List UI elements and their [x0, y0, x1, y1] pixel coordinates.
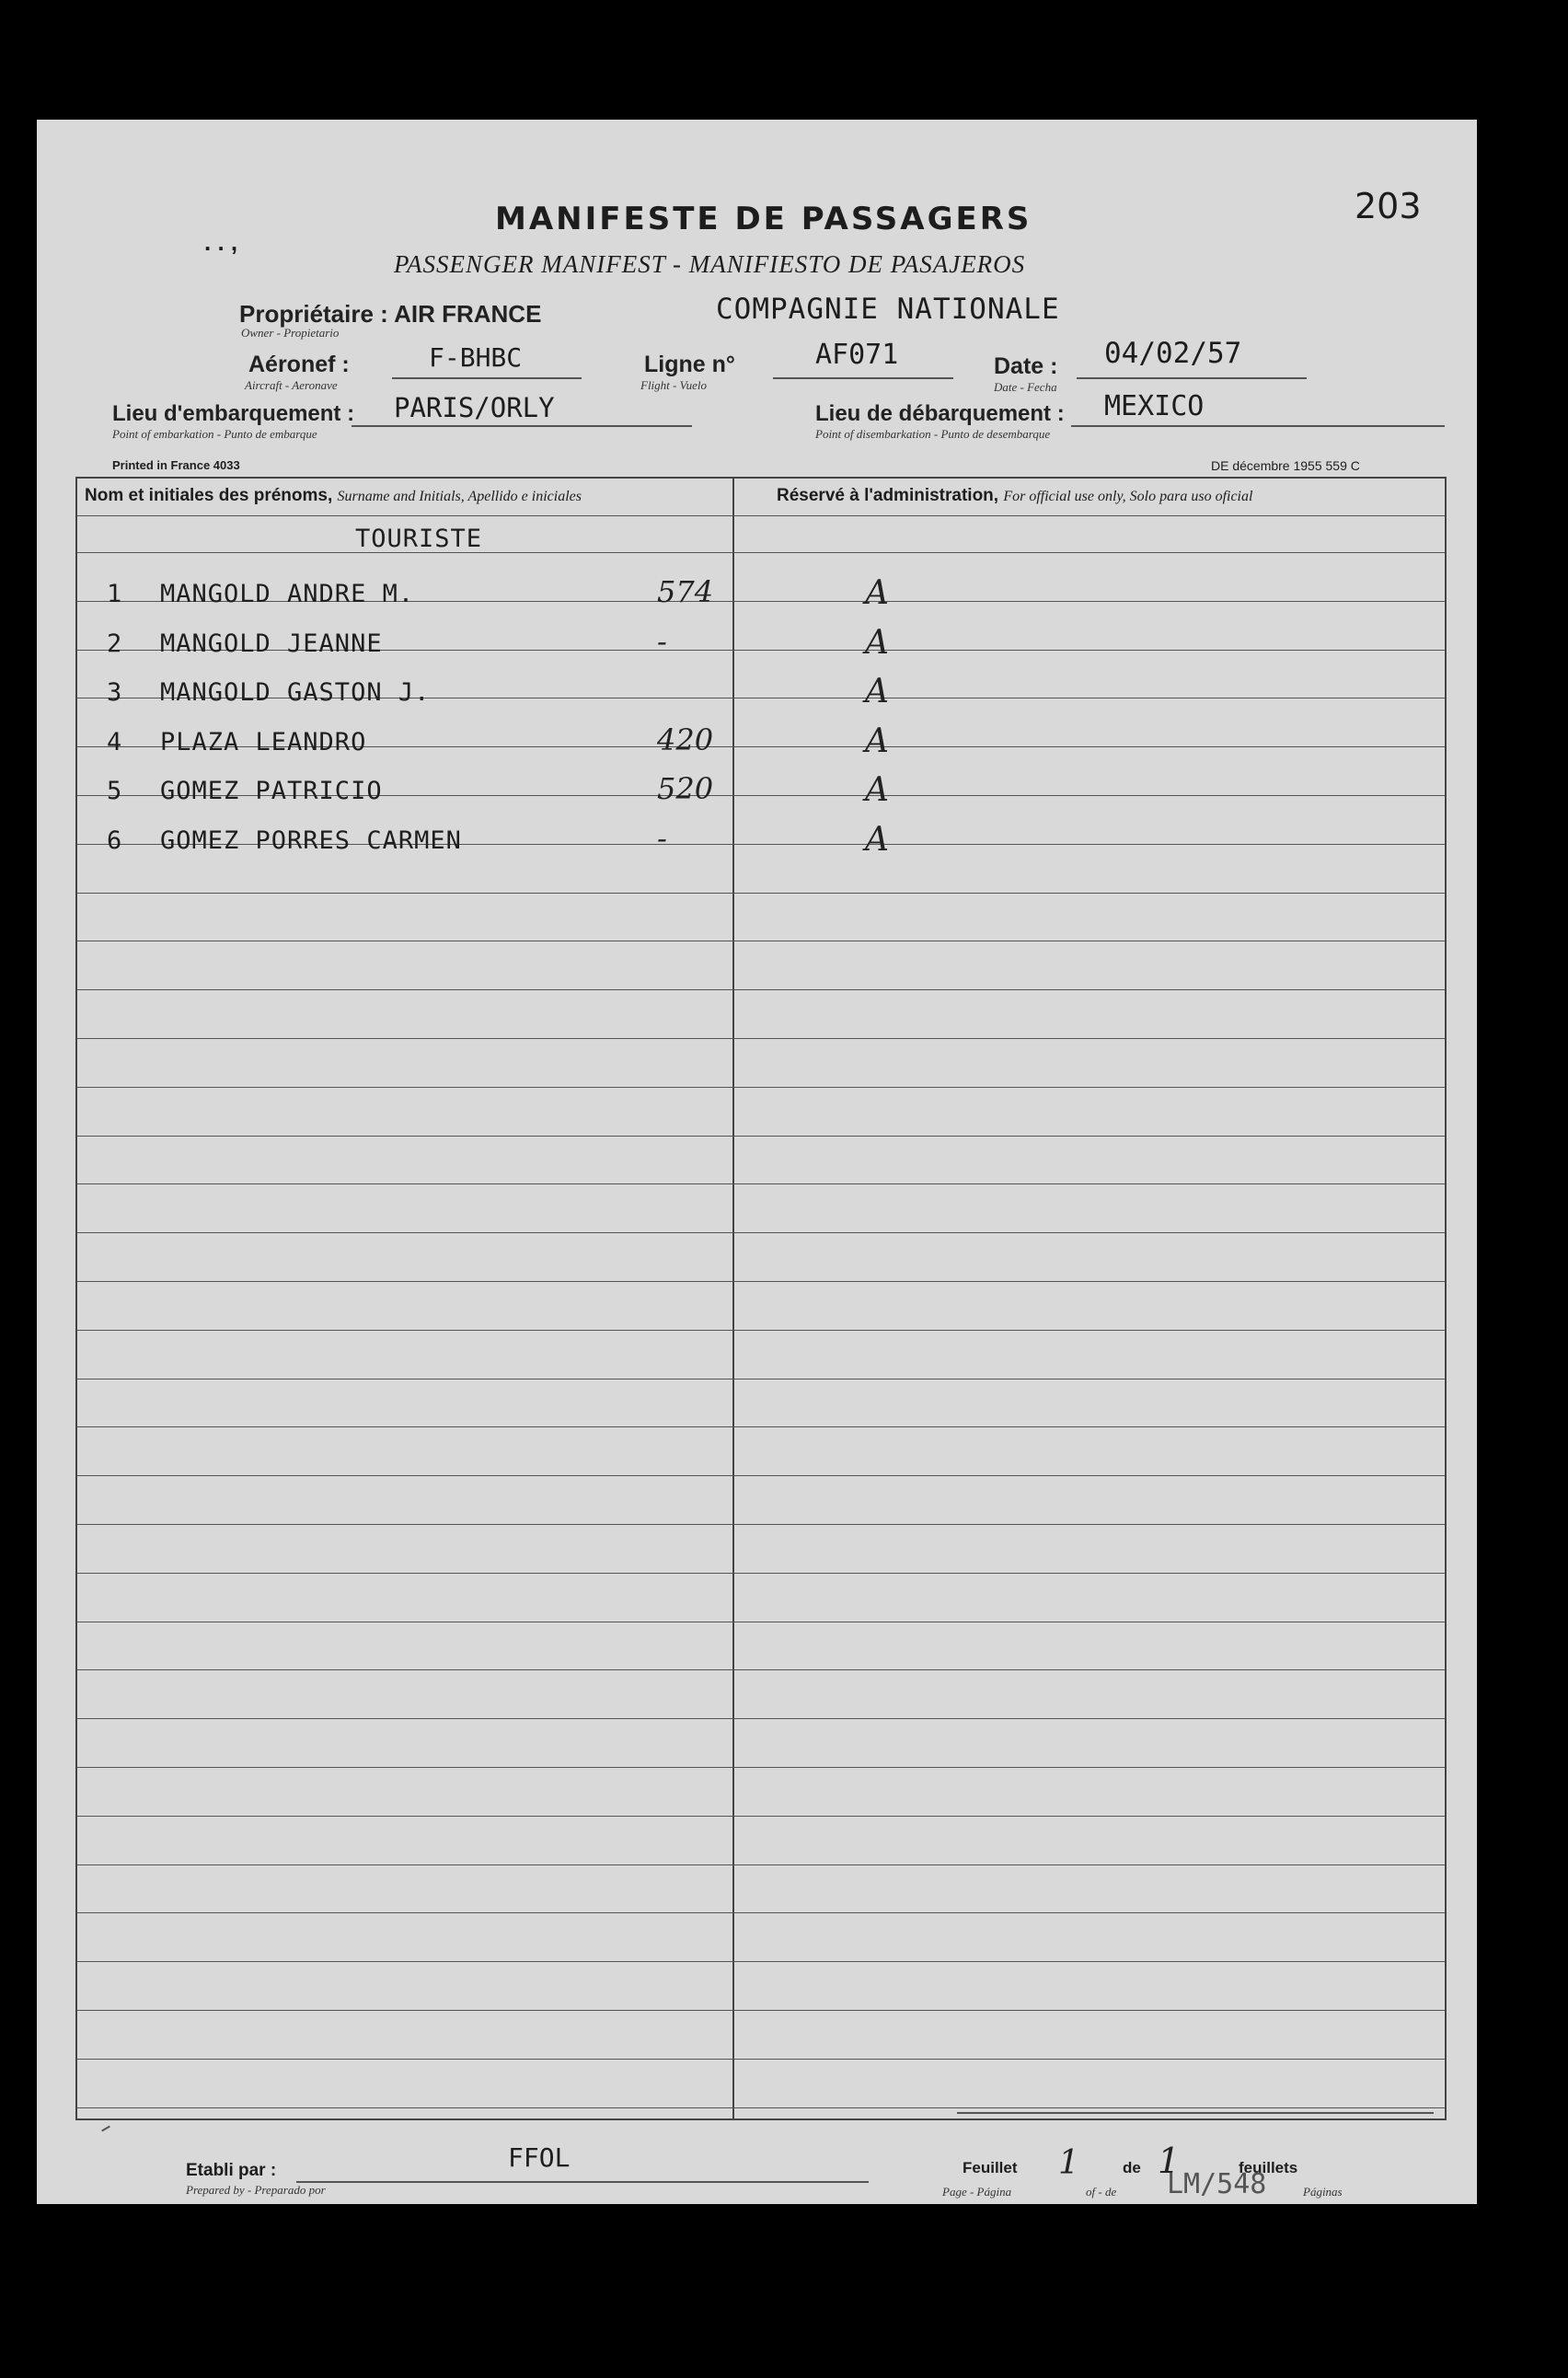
owner-value: COMPAGNIE NATIONALE [716, 293, 1060, 326]
prepared-label: Etabli par : [186, 2161, 277, 2180]
ruled-line [77, 2010, 1445, 2011]
handwritten-note: 420 [657, 721, 714, 757]
disembarkation-value: MEXICO [1104, 390, 1205, 422]
ruled-line [77, 1038, 1445, 1039]
sheet-label: Feuillet [963, 2159, 1018, 2176]
embarkation-label: Lieu d'embarquement : [112, 401, 355, 426]
passenger-name: MANGOLD JEANNE [160, 629, 383, 658]
sheet-value: 1 [1058, 2144, 1079, 2182]
ruled-line [77, 1912, 1445, 1913]
ruled-line [77, 1864, 1445, 1865]
ruled-line [77, 1330, 1445, 1331]
ruled-line [77, 1087, 1445, 1088]
passenger-number: 1 [107, 580, 123, 608]
ruled-line [77, 2107, 1445, 2108]
passenger-number: 3 [107, 678, 123, 707]
date-label: Date : [994, 353, 1058, 379]
owner-label: Propriétaire : AIR FRANCE [239, 300, 542, 328]
print-code-right: DE décembre 1955 559 C [1211, 458, 1360, 473]
of-value: 1 [1158, 2141, 1181, 2181]
of-sublabel: of - de [1086, 2185, 1117, 2199]
ruled-line [77, 1281, 1445, 1282]
admin-mark: A [865, 771, 889, 809]
handwritten-note: 520 [657, 771, 714, 806]
ruled-line [77, 1669, 1445, 1670]
col-admin-header: Réservé à l'administration, For official use only, Solo para uso oficial [777, 486, 1253, 505]
ruled-line [77, 1718, 1445, 1719]
passenger-number: 2 [107, 629, 123, 658]
header-mark: . . , [204, 228, 238, 256]
passenger-number: 5 [107, 777, 123, 805]
ruled-line [77, 1426, 1445, 1427]
handwritten-note: 574 [657, 574, 714, 609]
ruled-line [77, 893, 1445, 894]
ruled-line [77, 1767, 1445, 1768]
date-value: 04/02/57 [1104, 337, 1242, 370]
passenger-number: 4 [107, 727, 123, 756]
pages-sublabel: Páginas [1303, 2185, 1343, 2199]
print-code-left: Printed in France 4033 [112, 458, 240, 472]
disembarkation-label: Lieu de débarquement : [815, 401, 1065, 426]
date-sublabel: Date - Fecha [994, 380, 1057, 394]
admin-mark: A [865, 820, 889, 859]
admin-mark: A [865, 623, 889, 662]
manifest-sheet [37, 120, 1477, 2204]
ruled-line [77, 1183, 1445, 1184]
col-name-header: Nom et initiales des prénoms, Surname and Initials, Apellido e iniciales [85, 486, 582, 505]
aircraft-sublabel: Aircraft - Aeronave [245, 378, 338, 392]
reference-code: LM/548 [1167, 2168, 1267, 2200]
passenger-name: GOMEZ PATRICIO [160, 777, 383, 805]
of-label: de [1123, 2159, 1141, 2176]
class-label: TOURISTE [355, 525, 483, 553]
passenger-name: MANGOLD GASTON J. [160, 678, 431, 707]
admin-mark: A [865, 574, 889, 612]
ruled-line [77, 1232, 1445, 1233]
admin-mark: A [865, 673, 889, 710]
manifest-title: MANIFESTE DE PASSAGERS [495, 201, 1032, 237]
aircraft-value: F-BHBC [429, 342, 523, 373]
ruled-line [77, 1573, 1445, 1574]
passenger-name: GOMEZ PORRES CARMEN [160, 825, 462, 855]
sheets-label: feuillets [1239, 2159, 1298, 2176]
ruled-line [77, 1475, 1445, 1476]
page-number: 203 [1355, 186, 1422, 226]
ruled-line [77, 1136, 1445, 1137]
page-sublabel: Page - Página [942, 2185, 1012, 2199]
ruled-line [77, 1816, 1445, 1817]
owner-sublabel: Owner - Propietario [241, 326, 340, 340]
admin-mark: A [865, 721, 889, 760]
prepared-value: FFOL [508, 2142, 571, 2173]
passenger-number: 6 [107, 825, 123, 855]
ruled-line [77, 1961, 1445, 1962]
embarkation-value: PARIS/ORLY [394, 392, 555, 423]
passenger-table [75, 477, 1447, 2120]
disembarkation-sublabel: Point of disembarkation - Punto de desembarque [815, 427, 1051, 441]
manifest-subtitle: PASSENGER MANIFEST - MANIFIESTO DE PASAJEROS [394, 250, 1026, 278]
handwritten-note: - [657, 623, 667, 659]
flight-label: Ligne n° [644, 352, 735, 377]
embarkation-sublabel: Point of embarkation - Punto de embarque [112, 427, 317, 441]
ruled-line [77, 515, 1445, 516]
handwritten-note: - [657, 820, 667, 856]
corner-mark [101, 2126, 110, 2132]
flight-sublabel: Flight - Vuelo [640, 378, 707, 392]
ruled-line [77, 989, 1445, 990]
flight-value: AF071 [815, 339, 899, 371]
passenger-name: MANGOLD ANDRE M. [160, 580, 415, 608]
ruled-line [77, 1524, 1445, 1525]
passenger-name: PLAZA LEANDRO [160, 727, 367, 756]
ruled-line [77, 552, 1445, 553]
prepared-sublabel: Prepared by - Preparado por [186, 2183, 326, 2197]
aircraft-label: Aéronef : [248, 352, 350, 377]
ruled-line [77, 2059, 1445, 2060]
